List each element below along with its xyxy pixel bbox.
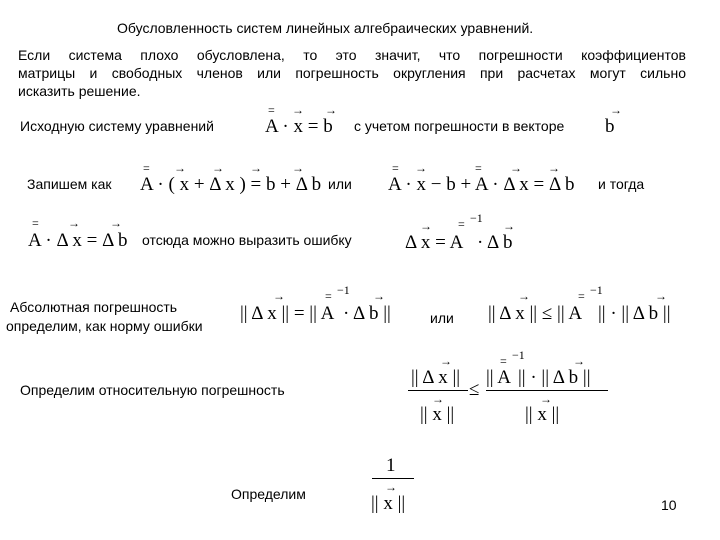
vector-arrow-mark: → (174, 161, 186, 175)
formula-relative-numerator-a: || Δ x || (411, 367, 461, 388)
vector-arrow-mark: → (415, 161, 427, 175)
formula-vector-b: b (605, 116, 615, 137)
formula-error-solution: Δ x = A (405, 232, 464, 253)
vector-arrow-mark: → (573, 354, 585, 368)
vector-arrow-mark: → (510, 161, 522, 175)
formula-abs-error-norm-tail: · Δ b || (343, 303, 391, 324)
vector-arrow-mark: → (250, 161, 262, 175)
label-abs-error-2: определим, как норму ошибки (6, 318, 203, 334)
matrix-bar-mark: = (325, 289, 332, 303)
formula-relative-numerator-b: || A (486, 367, 512, 388)
page-number: 10 (661, 497, 677, 513)
matrix-bar-mark: = (143, 161, 150, 175)
formula-reciprocal-numerator: 1 (386, 455, 396, 476)
matrix-bar-mark: = (500, 354, 507, 368)
inverse-exponent: −1 (590, 283, 603, 297)
vector-arrow-mark: → (548, 161, 560, 175)
formula-expanded-system: A · x − b + A · Δ x = Δ b (388, 174, 575, 195)
vector-arrow-mark: → (68, 216, 80, 230)
vector-arrow-mark: → (212, 161, 224, 175)
formula-relative-denominator-a: || x || (420, 404, 455, 425)
formula-error-solution-tail: · Δ b (477, 232, 513, 253)
matrix-bar-mark: = (268, 103, 275, 117)
fraction-line (372, 478, 414, 479)
label-and-then: и тогда (598, 176, 645, 192)
intro-paragraph (18, 46, 686, 100)
vector-arrow-mark: → (420, 219, 432, 233)
formula-abs-error-bound-tail: || · || Δ b || (598, 303, 671, 324)
formula-system: A · x = b (265, 116, 333, 137)
matrix-bar-mark: = (475, 161, 482, 175)
label-relative-error: Определим относительную погрешность (20, 382, 285, 398)
formula-reciprocal-denominator: || x || (371, 493, 406, 514)
vector-arrow-mark: → (373, 289, 385, 303)
vector-arrow-mark: → (292, 161, 304, 175)
vector-arrow-mark: → (518, 289, 530, 303)
vector-arrow-mark: → (273, 289, 285, 303)
label-source-system: Исходную систему уравнений (20, 118, 214, 134)
inverse-exponent: −1 (512, 348, 525, 362)
label-or-1: или (328, 176, 352, 192)
label-abs-error-1: Абсолютная погрешность (10, 299, 178, 315)
intro-line-2: матрицы и свободных членов или погрешность округления при расчетах могут сильно (18, 65, 686, 81)
formula-error-equation: A · Δ x = Δ b (28, 230, 128, 251)
formula-abs-error-bound: || Δ x || ≤ || A (488, 303, 583, 324)
inverse-exponent: −1 (337, 283, 350, 297)
vector-arrow-mark: → (385, 480, 397, 494)
vector-arrow-mark: → (440, 354, 452, 368)
vector-arrow-mark: → (110, 216, 122, 230)
matrix-bar-mark: = (458, 217, 465, 231)
matrix-bar-mark: = (32, 216, 39, 230)
label-define: Определим (231, 486, 306, 502)
inverse-exponent: −1 (470, 211, 483, 225)
vector-arrow-mark: → (503, 219, 515, 233)
formula-relative-denominator-b: || x || (525, 404, 560, 425)
vector-arrow-mark: → (655, 289, 667, 303)
fraction-line (408, 390, 468, 391)
fraction-line (486, 390, 608, 391)
intro-line-3: исказить решение. (18, 83, 141, 99)
vector-arrow-mark: → (610, 103, 622, 117)
vector-arrow-mark: → (325, 103, 337, 117)
label-write-as: Запишем как (27, 176, 112, 192)
formula-le-sign: ≤ (469, 379, 480, 400)
matrix-bar-mark: = (578, 289, 585, 303)
formula-relative-numerator-c: || · || Δ b || (518, 367, 591, 388)
vector-arrow-mark: → (292, 103, 304, 117)
vector-arrow-mark: → (540, 392, 552, 406)
slide-title: Обусловленность систем линейных алгебраических уравнений. (117, 20, 534, 36)
vector-arrow-mark: → (432, 392, 444, 406)
intro-line-1: Если система плохо обусловлена, то это значит, что погрешности коэффициентов (18, 47, 686, 63)
formula-perturbed-system: A · ( x + Δ x ) = b + Δ b (140, 174, 322, 195)
matrix-bar-mark: = (392, 161, 399, 175)
label-express-error: отсюда можно выразить ошибку (142, 232, 352, 248)
label-or-2: или (430, 310, 454, 326)
label-with-error: с учетом погрешности в векторе (354, 118, 565, 134)
formula-abs-error-norm: || Δ x || = || A (240, 303, 335, 324)
